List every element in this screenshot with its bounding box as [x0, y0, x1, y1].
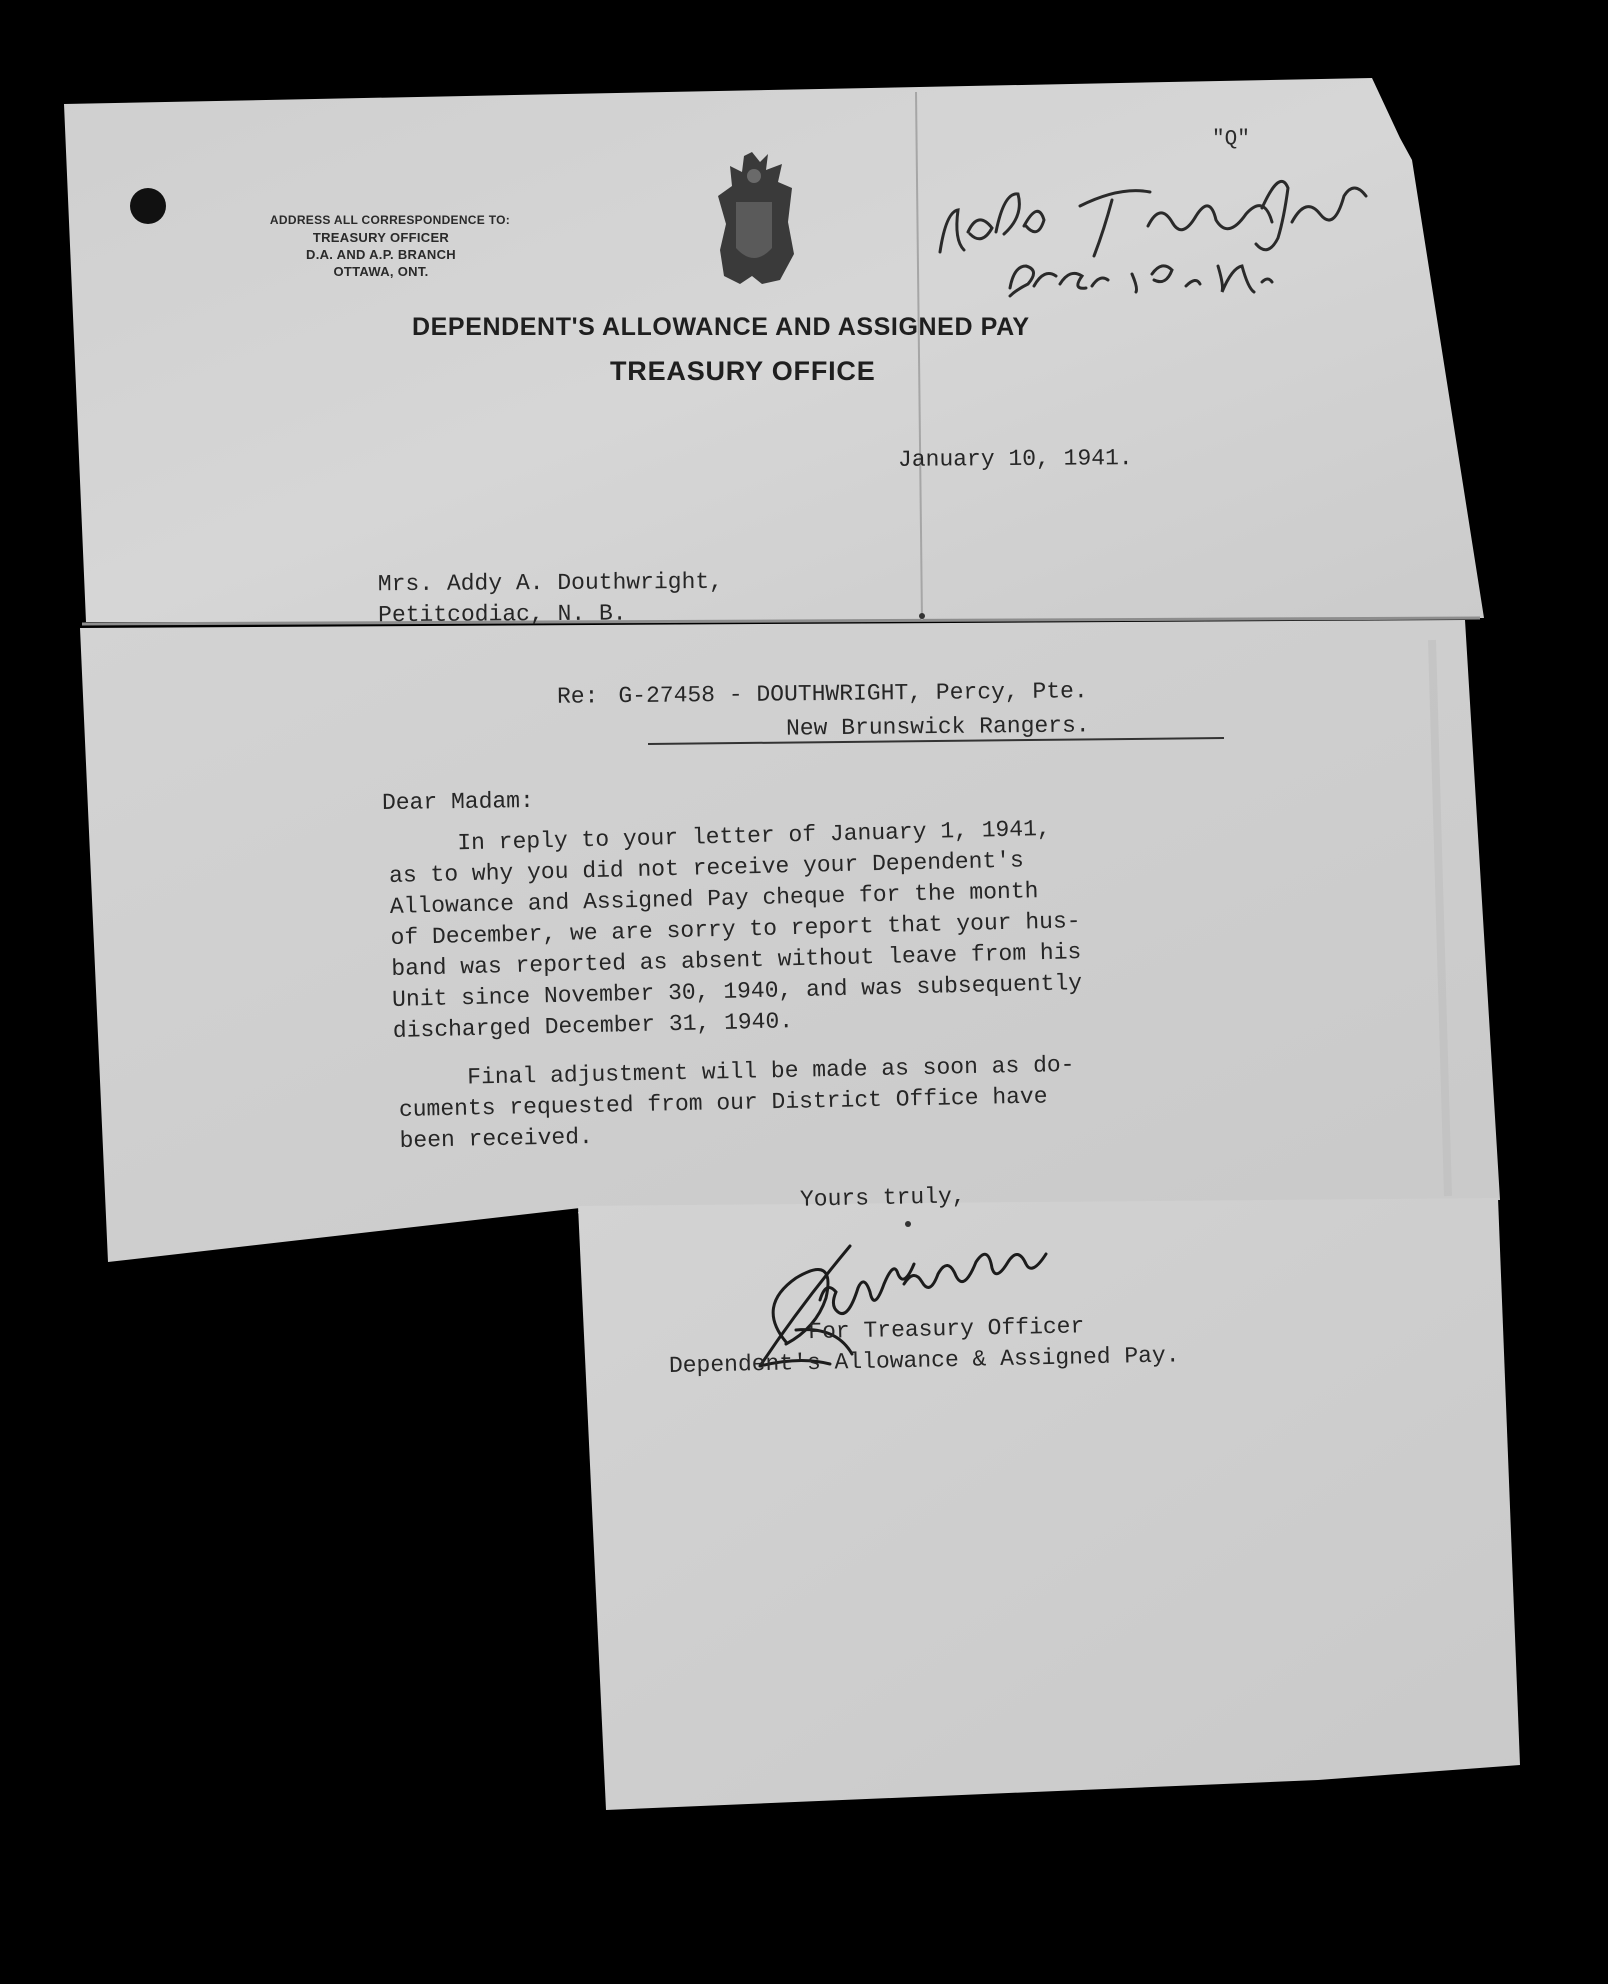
body-line: as to why you did not receive your Dependent's	[388, 847, 1025, 889]
reference-line	[557, 676, 1088, 713]
body-line: of December, we are sorry to report that your hus-	[390, 908, 1081, 951]
closing: Yours truly,	[799, 1183, 966, 1213]
letterhead-heading: DEPENDENT'S ALLOWANCE AND ASSIGNED PAY	[412, 313, 1030, 341]
body-line: band was reported as absent without leave from his	[391, 939, 1082, 982]
salutation: Dear Madam:	[381, 787, 534, 817]
body-line: been received.	[399, 1123, 594, 1154]
recipient-line: Petitcodiac, N. B.	[378, 600, 627, 629]
recipient-address	[378, 567, 723, 631]
letter-date: January 10, 1941.	[897, 445, 1133, 473]
letterhead-address-line: D.A. AND A.P. BRANCH	[306, 247, 456, 262]
body-paragraph-2	[398, 1045, 1300, 1157]
body-line: In reply to your letter of January 1, 1941,	[388, 815, 1052, 858]
q-mark: "Q"	[1212, 128, 1250, 151]
body-paragraph-1	[388, 808, 1293, 1047]
body-line: Final adjustment will be made as soon as do-	[398, 1051, 1075, 1092]
body-line: Allowance and Assigned Pay cheque for the month	[389, 878, 1039, 920]
body-line: cuments requested from our District Office have	[398, 1083, 1048, 1123]
letterhead-address	[196, 212, 566, 280]
sign-off-block	[668, 1309, 1180, 1382]
letterhead-address-line: ADDRESS ALL CORRESPONDENCE TO:	[269, 213, 511, 227]
sign-off-line: Dependent's Allowance & Assigned Pay.	[668, 1342, 1180, 1379]
recipient-line: Mrs. Addy A. Douthwright,	[377, 568, 724, 598]
reference-unit: New Brunswick Rangers.	[785, 712, 1090, 742]
letterhead-address-line: TREASURY OFFICER	[312, 230, 450, 245]
body-line: discharged December 31, 1940.	[392, 1008, 794, 1044]
sign-off-line: For Treasury Officer	[808, 1313, 1085, 1346]
letterhead-address-line: OTTAWA, ONT.	[333, 264, 429, 279]
reference-subject: G-27458 - DOUTHWRIGHT, Percy, Pte.	[618, 678, 1088, 710]
reference-label: Re:	[556, 683, 599, 710]
body-line: Unit since November 30, 1940, and was subsequently	[391, 970, 1083, 1013]
letterhead-subheading: TREASURY OFFICE	[610, 356, 876, 386]
